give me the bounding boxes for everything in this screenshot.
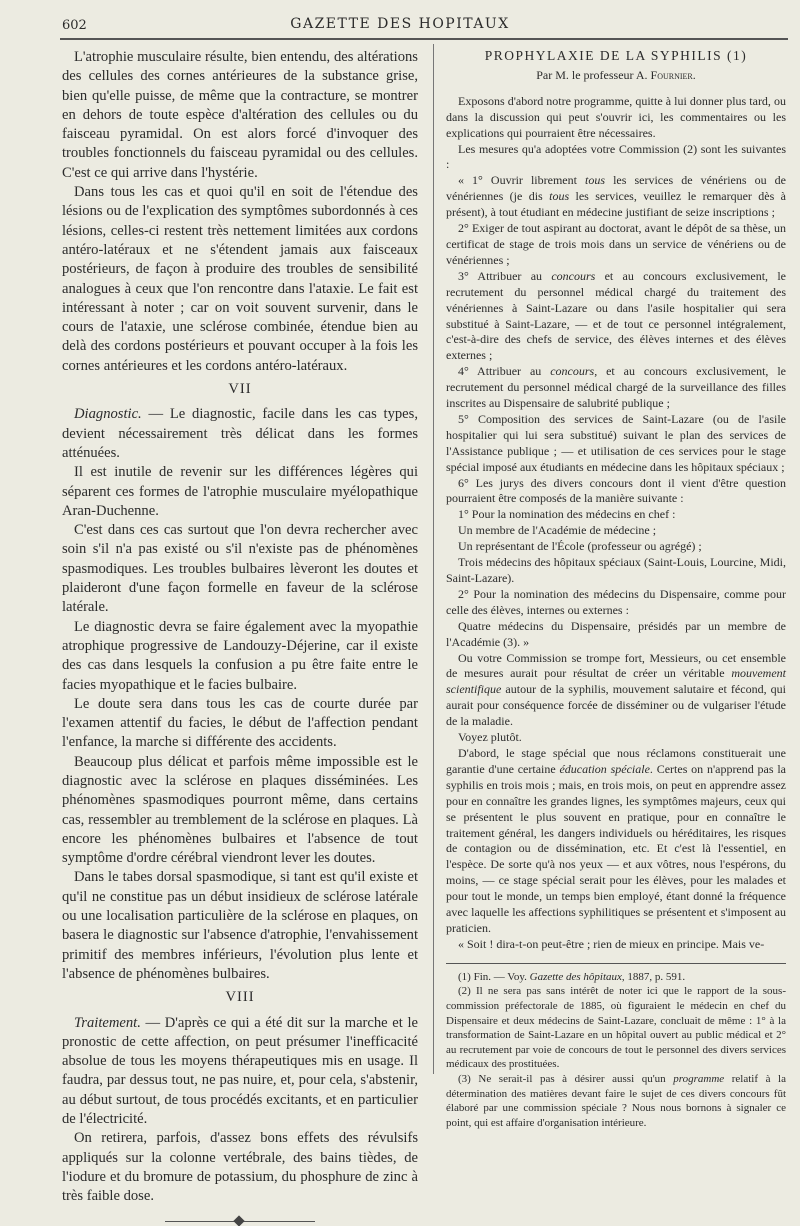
paragraph: Le doute sera dans tous les cas de courte durée par l'examen attentif du facies, le début de l'affection pendant l'enfance, la marche si différente des accidents. <box>62 695 418 751</box>
emphasis: Gazette des hôpitaux <box>529 970 622 983</box>
emphasis: tous <box>585 173 606 188</box>
page-number: 602 <box>62 18 87 33</box>
rubric-diagnostic: Diagnostic. <box>74 406 142 423</box>
left-column <box>62 48 418 1225</box>
end-ornament <box>165 1217 315 1225</box>
section-number: VIII <box>225 989 255 1006</box>
paragraph <box>446 651 786 731</box>
text: D'abord, le stage spécial que nous réclamons constituerait une garantie d'une certaine <box>446 745 786 776</box>
text: 3° Attribuer au <box>458 268 552 283</box>
text: , et au concours exclusivement, le recrutement du personnel médical chargé de la surveillance des filles inscrites au Dispensaire de salubrité publique ; <box>446 364 787 411</box>
paragraph: Le diagnostic devra se faire également avec la myopathie atrophique progressive de Landouzy-Déjerine, car il existe des cas dans lesquels la confusion a pu être faite entre le facies myopathique et le facies bulbaire. <box>62 618 418 693</box>
paragraph: Trois médecins des hôpitaux spéciaux (Saint-Louis, Lourcine, Midi, Saint-Lazare). <box>446 555 786 585</box>
paragraph: 2° Exiger de tout aspirant au doctorat, avant le dépôt de sa thèse, un certificat de stage de trois mois dans un service de vénériens ou de vénériennes ; <box>446 221 786 267</box>
text: (1) Fin. — Voy. <box>458 970 530 983</box>
paragraph <box>446 746 786 937</box>
paragraph: Voyez plutôt. <box>458 730 522 745</box>
text: les services, veuillez le remarquer dès à présent), à tout étudiant en médecine justifiant de seize inscriptions ; <box>446 189 787 220</box>
paragraph: Exposons d'abord notre programme, quitte à lui donner plus tard, ou dans la discussion qui peut s'ouvrir ici, les commentaires ou les explications qui pourraient être nécessaires. <box>446 93 786 140</box>
text: relatif à la détermination des matières devant faire le sujet de ces divers concours fût élaboré par une commission spéciale ? Nous nous bornons à signaler ce point, qui est affaire d'organisation intérieure. <box>446 1072 786 1129</box>
text: et au concours exclusivement, le recrutement du personnel médical chargé du traitement des vénériennes à Saint-Lazare ou dans l'asile hospitalier qui sera substitué à Saint-Lazare, — et de tout ce personnel intégralement, c'est-à-dire des chefs de service, des élèves internes et des élèves externes ; <box>446 268 787 363</box>
right-column <box>446 48 786 1130</box>
rubric-traitement: Traitement. <box>74 1014 141 1031</box>
paragraph: Les mesures qu'a adoptées votre Commission (2) sont les suivantes : <box>446 141 786 172</box>
footnote-rule <box>446 963 786 964</box>
text: , 1887, p. 591. <box>621 970 686 983</box>
paragraph <box>446 269 786 364</box>
running-head: GAZETTE DES HOPITAUX <box>290 16 510 32</box>
paragraph: 6° Les jurys des divers concours dont il vient d'être question pourraient être composés de la manière suivante : <box>446 475 786 506</box>
article-title: PROPHYLAXIE DE LA SYPHILIS (1) <box>484 48 748 63</box>
paragraph: Un représentant de l'École (professeur ou agrégé) ; <box>458 539 702 554</box>
footnote <box>446 1072 786 1130</box>
paragraph: Un membre de l'Académie de médecine ; <box>458 523 657 538</box>
text: (3) Ne serait-il pas à désirer aussi qu'un <box>458 1072 674 1085</box>
paragraph-traitement <box>62 1014 418 1130</box>
paragraph: Dans le tabes dorsal spasmodique, si tant est qu'il existe et qu'il ne constitue pas un début insidieux de sclérose latérale ou une localisation particulière de la sclérose en plaques, on basera le diagnostic sur l'absence d'atrophie, l'envahissement primitif des membres inférieurs, l'évolution plus lente et l'absence de phénomènes bulbaires. <box>62 869 418 982</box>
emphasis: tous <box>549 189 570 204</box>
byline-prefix: Par M. le professeur A. <box>536 67 651 82</box>
footnotes <box>446 970 786 1131</box>
header-rule <box>60 38 788 40</box>
footnote <box>446 970 786 985</box>
emphasis: éducation spéciale <box>559 761 650 776</box>
text: les services de vénériens ou de vénériennes (je dis <box>446 173 786 204</box>
emphasis: programme <box>673 1072 725 1085</box>
paragraph: 5° Composition des services de Saint-Lazare (ou de l'asile hospitalier qui lui sera substitué) suivant le plan des services de l'Assistance publique ; — et utilisation de ces services pour le stage spécial imposé aux étudiants en médecine dans les hôpitaux spéciaux ; <box>446 411 786 474</box>
emphasis: mouvement scientifique <box>446 666 786 697</box>
text: . Certes on n'apprend pas la syphilis en trois mois ; mais, en trois mois, on peut en apprendre assez pour en connaître les grandes lignes, les symptômes majeurs, ceux qui se présentent le plus souvent en pratique, pour en connaître le traitement général, les dangers individuels ou héréditaires, les risques de contagion ou de dissémination, etc. Et c'est là l'essentiel, en l'espèce. De sorte qu'à nos yeux — et aux vôtres, nous l'espérons, du moins, — ce stage spécial serait pour les élèves, pour les malades et pour tout le monde, un temps bien employé, étant donné la fréquence avec laquelle les affections syphilitiques se présentent et s'imposent au praticien. <box>446 761 787 935</box>
paragraph: 2° Pour la nomination des médecins du Dispensaire, comme pour celle des élèves, internes ou externes : <box>446 586 786 617</box>
text: « 1° Ouvrir librement <box>458 173 586 188</box>
paragraph-text: — D'après ce qui a été dit sur la marche et le pronostic de cette affection, on peut présumer l'inefficacité absolue de tous les moyens thérapeutiques mis en usage. Il faudra, par dessus tout, ne pas nuire, et, pour cela, s'abstenir, au début surtout, de tous procédés excitants, et en particulier de l'électricité. <box>62 1014 418 1128</box>
section-number: VII <box>228 381 252 398</box>
footnote: (2) Il ne sera pas sans intérêt de noter ici que le rapport de la sous-commission préfectorale de 1885, où figuraient le médecin en chef du Dispensaire et deux médecins de Saint-Lazare, concluait de même : 1° à la transformation de Saint-Lazare en un hôpital ouvert au public médical et 2° au recrutement par voie de concours de tout le personnel des divers services médicaux des prostituées. <box>446 985 786 1071</box>
paragraph: 1° Pour la nomination des médecins en chef : <box>458 507 676 522</box>
paragraph: Beaucoup plus délicat et parfois même impossible est le diagnostic avec la sclérose en plaques disséminées. Les phénomènes spasmodiques pourront même, dans certains cas, ressembler au tremblement de la sclérose en plaques. Là encore les phénomènes bulbaires et l'absence de tout symptôme d'ordre cérébral viendront lever les doutes. <box>62 753 418 867</box>
column-divider <box>433 44 434 1074</box>
paragraph: Il est inutile de revenir sur les différences légères qui séparent ces formes de l'atrophie musculaire myélopathique Aran-Duchenne. <box>62 464 418 519</box>
paragraph: « Soit ! dira-t-on peut-être ; rien de mieux en principe. Mais ve- <box>458 936 765 951</box>
text: autour de la syphilis, mouvement salutaire et fécond, qui aurait pour conséquence forcée de disséminer ou de vulgariser l'étude de la maladie. <box>446 682 786 729</box>
text: Ou votre Commission se trompe fort, Messieurs, ou cet ensemble de mesures aurait pour résultat de créer un véritable <box>446 650 786 681</box>
paragraph: L'atrophie musculaire résulte, bien entendu, des altérations des cellules des cornes antérieures de la substance grise, bien qu'elle puisse, de même que la contracture, se montrer en dehors de toute espèce d'altération des cellules ou du faisceau pyramidal. On est alors forcé d'invoquer des troubles fonctionnels du faisceau pyramidal ou des cellules. C'est ce qui arrive dans l'hystérie. <box>62 49 418 181</box>
text: 4° Attribuer au <box>458 364 551 379</box>
author-name: Fournier. <box>650 67 696 82</box>
paragraph <box>446 364 786 412</box>
paragraph <box>446 173 786 221</box>
paragraph: On retirera, parfois, d'assez bons effets des révulsifs appliqués sur la colonne vertébrale, des bains tièdes, de l'iodure et du bromure de potassium, du phosphure de zinc à très faible dose. <box>62 1130 418 1205</box>
paragraph-diagnostic <box>62 405 418 463</box>
paragraph-text: — Le diagnostic, facile dans les cas types, devient nécessairement très délicat dans les formes atténuées. <box>62 406 418 461</box>
paragraph: Quatre médecins du Dispensaire, présidés par un membre de l'Académie (3). » <box>446 618 786 649</box>
byline <box>446 68 786 84</box>
paragraph: C'est dans ces cas surtout que l'on devra rechercher avec soin s'il n'a pas existé ou s'il n'existe pas de phénomènes spasmodiques. Les troubles bulbaires lèveront les doutes et plaideront d'une façon formelle en faveur de la sclérose latérale. <box>62 522 418 616</box>
paragraph: Dans tous les cas et quoi qu'il en soit de l'étendue des lésions ou de l'explication des symptômes subordonnés à ces lésions, celles-ci restent très nettement limitées aux cordons antéro-latéraux et ne s'étendent jamais aux faisceaux postérieurs, de façon à produire des troubles de sensibilité analogues à ceux que l'on rencontre dans l'ataxie. Le fait est intéressant à noter ; car on voit souvent survenir, dans le cours de l'ataxie, une sclérose combinée, étendue bien au delà des cordons postérieurs et pouvant occuper à la fois les cornes antérieures et les cordons antéro-latéraux. <box>62 184 418 374</box>
emphasis: concours <box>550 364 595 379</box>
emphasis: concours <box>551 268 596 283</box>
